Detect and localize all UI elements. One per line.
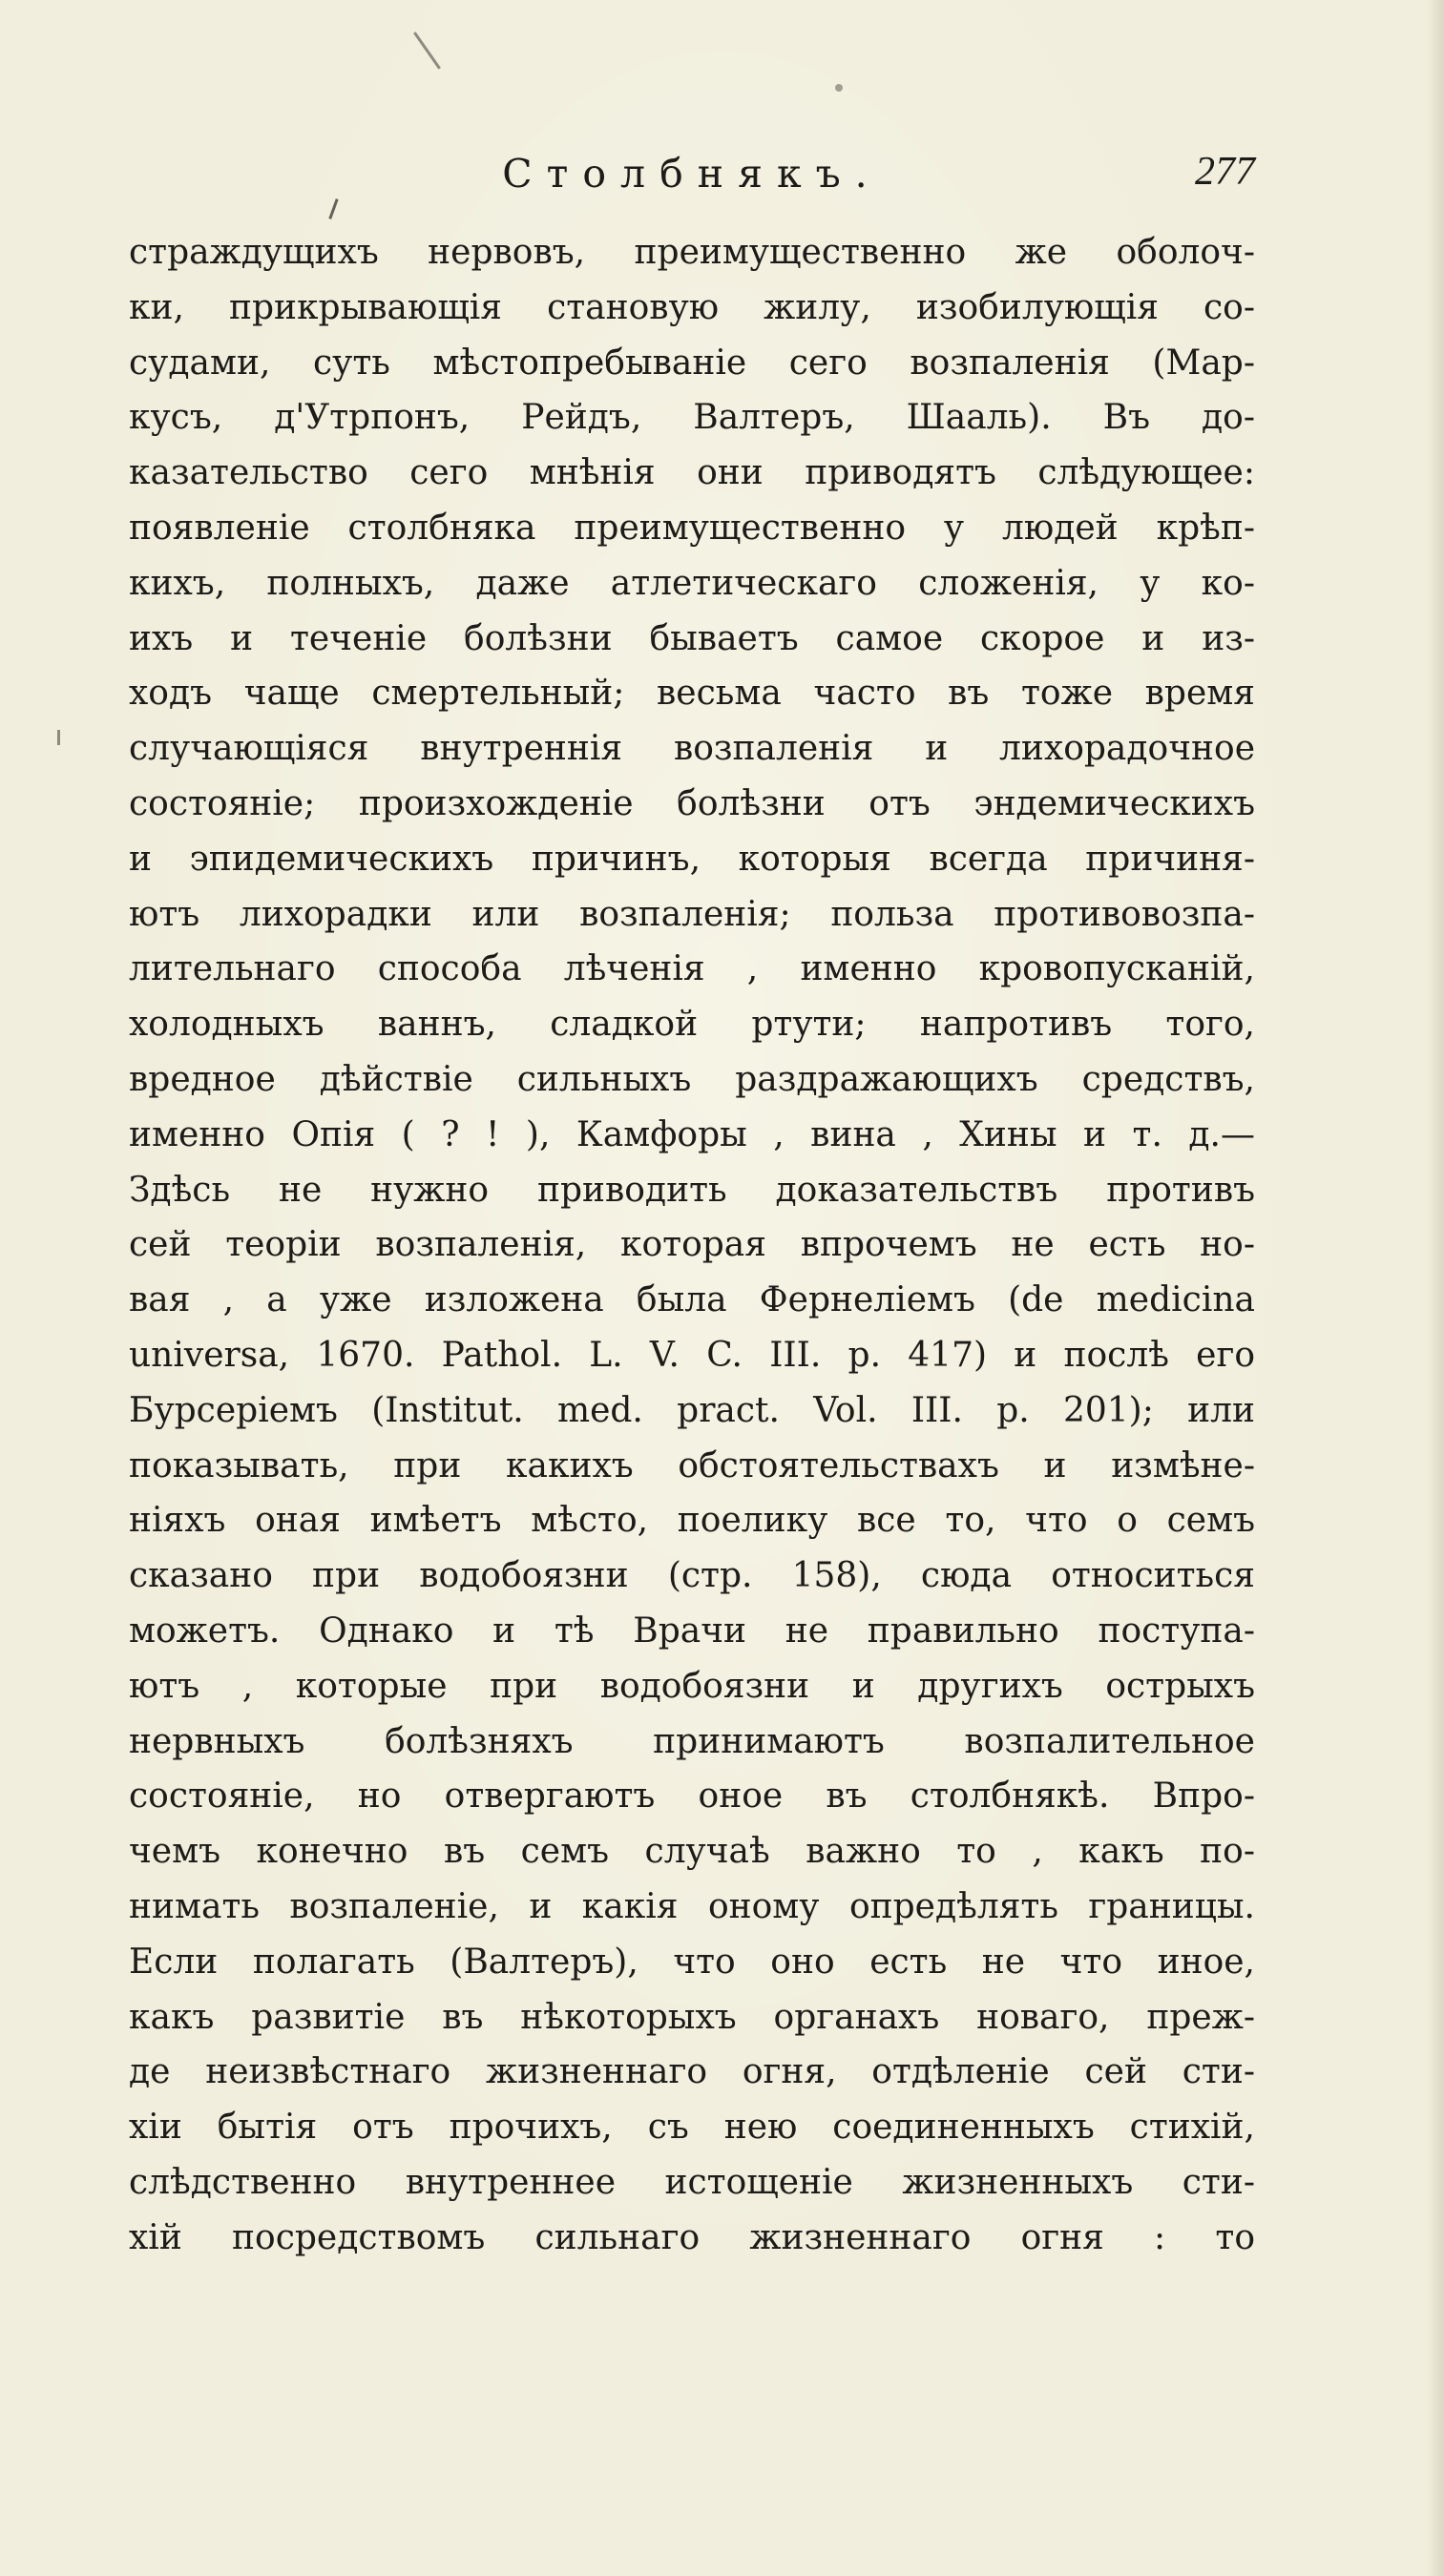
text-line: и эпидемическихъ причинъ, которыя всегда причиня- [129, 839, 1255, 879]
text-line: именно Опія ( ? ! ), Камфоры , вина , Хины и т. д.— [129, 1114, 1255, 1154]
text-line: случающіяся внутреннія возпаленія и лихорадочное [129, 729, 1255, 769]
text-line: судами, суть мѣстопребываніе сего возпаленія (Мар- [129, 343, 1255, 383]
text-line: сказано при водобоязни (стр. 158), сюда относиться [129, 1556, 1255, 1596]
text-line: лительнаго способа лѣченія , именно кровопусканій, [129, 949, 1255, 989]
text-line: можетъ. Однако и тѣ Врачи не правильно поступа- [129, 1610, 1255, 1651]
page-header [129, 143, 1255, 210]
text-line: нимать возпаленіе, и какія оному опредѣлять границы. [129, 1886, 1255, 1926]
page-edge-shadow [1427, 0, 1444, 2576]
text-line: Здѣсь не нужно приводить доказательствъ противъ [129, 1170, 1255, 1210]
text-line: ходъ чаще смертельный; весьма часто въ тоже время [129, 674, 1255, 714]
text-line: universa, 1670. Pathol. L. V. C. III. p. 417) и послѣ его [129, 1335, 1255, 1375]
text-line: состояніе; произхожденіе болѣзни отъ эндемическихъ [129, 783, 1255, 823]
text-line: хіи бытія отъ прочихъ, съ нею соединенныхъ стихій, [129, 2108, 1255, 2148]
text-line: страждущихъ нервовъ, преимущественно же оболоч- [129, 233, 1255, 272]
text-line: холодныхъ ваннъ, сладкой ртути; напротивъ того, [129, 1005, 1255, 1045]
ink-dot [835, 84, 843, 92]
text-line: Бурсеріемъ (Institut. med. pract. Vol. III. p. 201); или [129, 1390, 1255, 1430]
text-line: слѣдственно внутреннее истощеніе жизненныхъ сти- [129, 2162, 1255, 2202]
text-line: хій посредствомъ сильнаго жизненнаго огня : то [129, 2217, 1255, 2257]
text-line: появленіе столбняка преимущественно у людей крѣп- [129, 508, 1255, 548]
text-line: ки, прикрывающія становую жилу, изобилующія со- [129, 287, 1255, 327]
text-line: ніяхъ оная имѣетъ мѣсто, поелику все то, что о семъ [129, 1501, 1255, 1541]
text-line: ютъ , которые при водобоязни и другихъ острыхъ [129, 1666, 1255, 1706]
text-line: чемъ конечно въ семъ случаѣ важно то , какъ по- [129, 1832, 1255, 1872]
text-line: вредное дѣйствіе сильныхъ раздражающихъ средствъ, [129, 1059, 1255, 1099]
text-line: Если полагать (Валтеръ), что оно есть не что иное, [129, 1942, 1255, 1982]
text-line: состояніе, но отвергаютъ оное въ столбнякѣ. Впро- [129, 1776, 1255, 1817]
text-line: кихъ, полныхъ, даже атлетическаго сложенія, у ко- [129, 563, 1255, 603]
text-line: кусъ, д'Утрпонъ, Рейдъ, Валтеръ, Шааль). Въ до- [129, 398, 1255, 438]
text-line: нервныхъ болѣзняхъ принимаютъ возпалительное [129, 1721, 1255, 1761]
running-title: Столбнякъ. [502, 151, 882, 197]
text-line: де неизвѣстнаго жизненнаго огня, отдѣленіе сей сти- [129, 2052, 1255, 2092]
body-text [129, 225, 1255, 2265]
text-line: сей теоріи возпаленія, которая впрочемъ не есть но- [129, 1225, 1255, 1265]
text-line: показывать, при какихъ обстоятельствахъ и измѣне- [129, 1445, 1255, 1485]
text-line: ихъ и теченіе болѣзни бываетъ самое скорое и из- [129, 618, 1255, 658]
page-number: 277 [1195, 150, 1255, 194]
text-line: вая , а уже изложена была Фернеліемъ (de medicina [129, 1280, 1255, 1320]
margin-mark [57, 730, 60, 745]
text-line: ютъ лихорадки или возпаленія; польза противовозпа- [129, 894, 1255, 934]
text-line: казательство сего мнѣнія они приводятъ слѣдующее: [129, 453, 1255, 493]
text-line: какъ развитіе въ нѣкоторыхъ органахъ новаго, преж- [129, 1997, 1255, 2037]
ink-mark [413, 31, 441, 69]
